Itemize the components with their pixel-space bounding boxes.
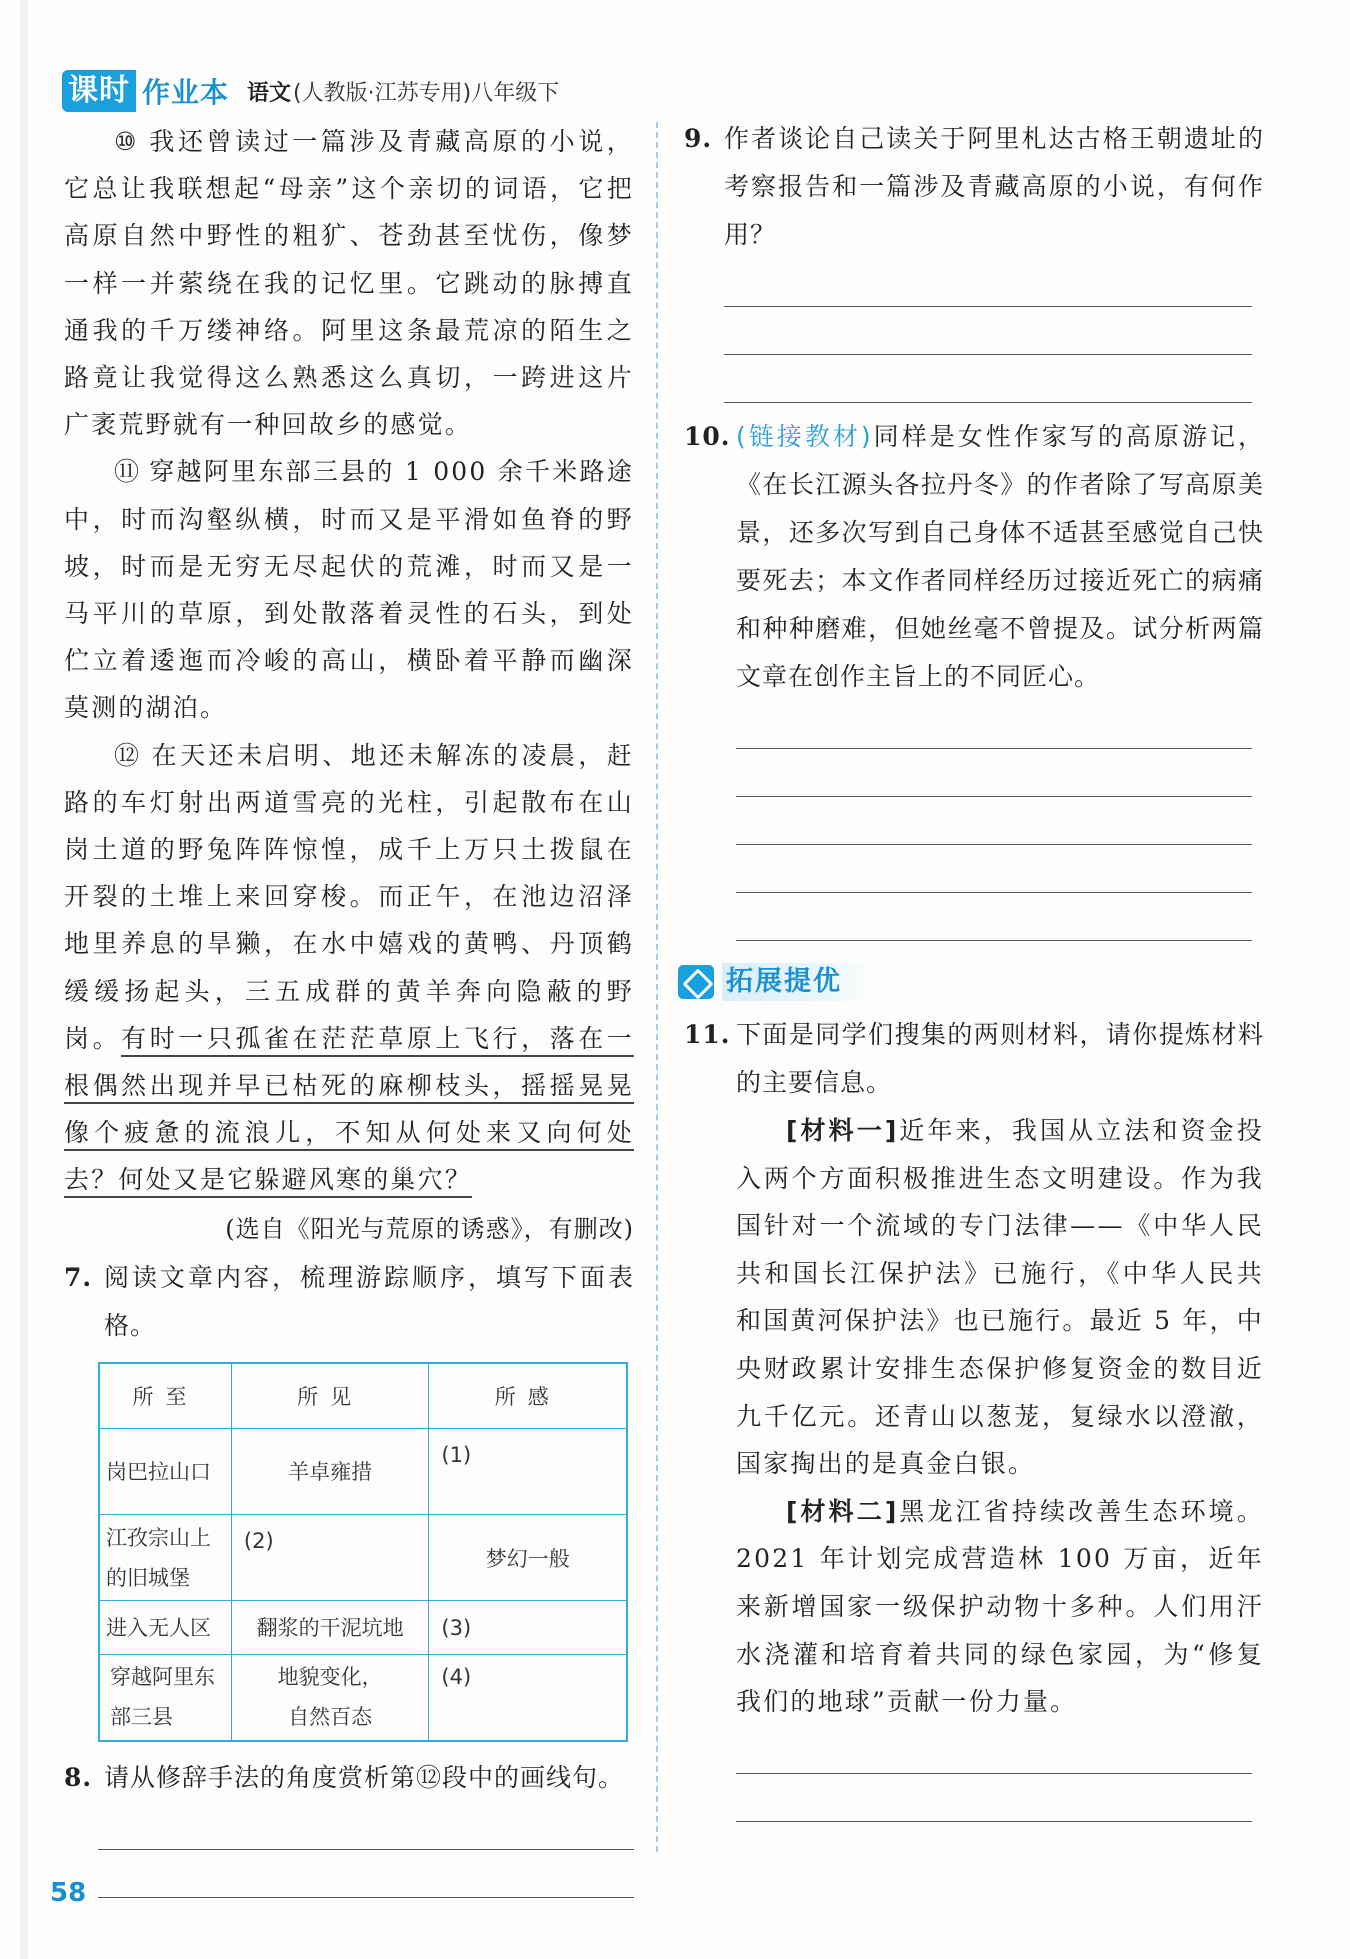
- textbook-link-tag: (链接教材): [736, 422, 872, 451]
- paragraph-text: 的车灯射出两道雪亮的光柱，引起散布在山岗: [64, 787, 634, 865]
- answer-line[interactable]: [98, 1850, 634, 1898]
- paragraph-text: 迤而冷峻的高山，横卧着平静而幽深莫测的湖泊。: [64, 646, 634, 723]
- page-edge-strip: [20, 0, 28, 1959]
- column-header: 所见: [231, 1363, 429, 1429]
- section-title: 拓展提优: [722, 963, 872, 1001]
- logo: [62, 70, 229, 112]
- column-header: 所至: [99, 1363, 231, 1429]
- paragraph-number: ⑪: [114, 457, 140, 487]
- answer-area-q9[interactable]: [724, 259, 1252, 403]
- paragraph-number: ⑫: [114, 740, 141, 770]
- paragraph-text: 我的千万缕神络。阿里这条最荒凉的陌生之路: [64, 315, 634, 393]
- section-banner: [678, 961, 1264, 1003]
- paragraph-text: 土道的野兔阵阵惊惶，成千上万只土拨鼠在开: [64, 835, 634, 912]
- question-9: [684, 115, 1264, 259]
- paragraph-text: 裂的土堆上来回穿梭。而正午，在池边沼泽地: [64, 882, 634, 959]
- cell-felt-blank[interactable]: (3): [429, 1601, 627, 1655]
- table-row: [99, 1655, 627, 1741]
- cell-seen: 地貌变化，自然百态: [231, 1655, 429, 1741]
- material-tag: [材料一]: [786, 1116, 899, 1145]
- paragraph-text: 竟让我觉得这么熟悉这么真切，一跨进这片广: [64, 363, 634, 440]
- answer-line[interactable]: [736, 749, 1252, 797]
- table-row: [99, 1601, 627, 1655]
- itinerary-table: [98, 1362, 628, 1742]
- answer-line[interactable]: [736, 1774, 1252, 1822]
- paragraph-text: 袤荒野就有一种回故乡的感觉。: [91, 410, 473, 440]
- question-number: 8.: [64, 1762, 93, 1792]
- underlined-text: 又是它躲避风寒的巢穴？: [172, 1165, 473, 1195]
- answer-area-q8[interactable]: [98, 1802, 634, 1898]
- table-header-row: [99, 1363, 627, 1429]
- question-number: 10.: [684, 422, 731, 451]
- cell-felt-blank[interactable]: (4): [429, 1655, 627, 1741]
- answer-line[interactable]: [724, 259, 1252, 307]
- answer-area-q10[interactable]: [736, 701, 1252, 941]
- paragraph-text: 高原自然中野性的粗犷、苍劲甚至忧伤，像梦一: [64, 221, 634, 298]
- cell-felt-blank[interactable]: (1): [429, 1429, 627, 1515]
- table-row: [99, 1429, 627, 1515]
- cell-place: 岗巴拉山口: [99, 1429, 231, 1515]
- answer-line[interactable]: [724, 307, 1252, 355]
- question-text: 阅读文章内容，梳理游踪顺序，填写下面表格。: [104, 1262, 634, 1340]
- paragraph-12: [64, 732, 634, 1204]
- question-text: 作者谈论自己读关于阿里札达古格王朝遗址的考察报告和一篇涉及青藏高原的小说，有何作用？: [724, 124, 1264, 249]
- cell-felt: 梦幻一般: [429, 1515, 627, 1601]
- table-row: [99, 1515, 627, 1601]
- header-edition: (人教版·江苏专用)八年级下: [293, 80, 560, 106]
- header-subject: 语文: [247, 80, 292, 106]
- paragraph-11: [64, 448, 634, 731]
- paragraph-text: 的草原，到处散落着灵性的石头，到处伫立着逶: [64, 599, 634, 676]
- question-number: 7.: [64, 1262, 93, 1292]
- question-7: [64, 1254, 634, 1350]
- left-column: [64, 118, 634, 1898]
- question-11: [684, 1011, 1264, 1107]
- answer-line[interactable]: [736, 797, 1252, 845]
- rocket-icon: [678, 965, 714, 999]
- underlined-text: 出现并早已枯死的麻柳枝头，摇摇晃晃像个疲: [64, 1071, 634, 1148]
- material-text: 黑龙江省持续改善生态环境。2021 年计划完成营造林 100 万亩，近年来新增国家一级保护动物十多种。人们用汗水浇灌和培育着共同的绿色家园，为“修复我们的地球”贡献一份力量。: [736, 1496, 1264, 1717]
- page-header: [62, 66, 559, 116]
- logo-zuoye: 作业本: [142, 76, 230, 109]
- column-header: 所感: [429, 1363, 627, 1429]
- answer-line[interactable]: [736, 893, 1252, 941]
- paragraph-text: 里养息的旱獭，在水中嬉戏的黄鸭、丹顶鹤缓缓: [64, 929, 634, 1006]
- answer-line[interactable]: [736, 1726, 1252, 1774]
- underlined-text: 有: [121, 1023, 150, 1053]
- underlined-sentence: [64, 1024, 634, 1199]
- paragraph-text: 样一并萦绕在我的记忆里。它跳动的脉搏直通: [64, 268, 634, 345]
- material-2: [736, 1488, 1264, 1726]
- article-source: (选自《阳光与荒原的诱惑》，有删改): [225, 1214, 634, 1243]
- paragraph-number: ⑩: [114, 127, 138, 156]
- page-number: 58: [50, 1878, 87, 1908]
- cell-seen: 羊卓雍措: [231, 1429, 429, 1515]
- question-body: [736, 413, 1264, 701]
- cell-place: 江孜宗山上的旧城堡: [99, 1515, 231, 1601]
- question-text: 下面是同学们搜集的两则材料，请你提炼材料的主要信息。: [736, 1020, 1264, 1097]
- paragraph-10: [64, 118, 634, 448]
- question-text: 请从修辞手法的角度赏析第⑫段中的画线句。: [104, 1762, 625, 1792]
- material-tag: [材料二]: [786, 1496, 899, 1526]
- answer-line[interactable]: [724, 355, 1252, 403]
- paragraph-text: 我还曾读过一篇涉及青藏高原的小说，: [149, 127, 634, 156]
- column-divider: [656, 122, 658, 1852]
- question-10: [684, 413, 1264, 701]
- underlined-text: 惫的流浪儿，不知从何处来又向何处去？何处: [64, 1118, 634, 1195]
- question-number: 11.: [684, 1020, 731, 1049]
- cell-seen: 翻浆的干泥坑地: [231, 1601, 429, 1655]
- answer-line[interactable]: [736, 845, 1252, 893]
- answer-area-q11[interactable]: [736, 1726, 1252, 1822]
- paragraph-text: 在天还未启明、地还未解冻的凌晨，赶路: [64, 740, 634, 817]
- cell-place: 进入无人区: [99, 1601, 231, 1655]
- paragraph-text: 穿越阿里东部三县的 1 000 余千米路途: [149, 457, 634, 487]
- question-number: 9.: [684, 124, 713, 153]
- question-text: 同样是女性作家写的高原游记，《在长江源头各拉丹冬》的作者除了写高原美景，还多次写到自己身体不适甚至感觉自己快要死去；本文作者同样经历过接近死亡的病痛和种种磨难，但她丝毫不曾提及。试分析两篇文章在创作主旨上的不同匠心。: [736, 422, 1264, 691]
- material-1: [736, 1107, 1264, 1488]
- cell-place: 穿越阿里东部三县: [99, 1655, 231, 1741]
- paragraph-text: 时而是无穷无尽起伏的荒滩，时而又是一马平川: [64, 551, 634, 629]
- right-column: [684, 118, 1264, 1822]
- underlined-text: 时一只孤雀在茫茫草原上飞行，落在一根偶然: [64, 1023, 635, 1101]
- paragraph-text: 扬起头，三五成群的黄羊奔向隐蔽的野岗。: [64, 976, 634, 1053]
- answer-line[interactable]: [736, 701, 1252, 749]
- question-8: [64, 1754, 634, 1802]
- paragraph-text: 中，时而沟壑纵横，时而又是平滑如鱼脊的野坡，: [64, 504, 634, 581]
- material-text: 近年来，我国从立法和资金投入两个方面积极推进生态文明建设。作为我国针对一个流域的专门法律——《中华人民共和国长江保护法》已施行，《中华人民共和国黄河保护法》也已施行。最近 5 年，中央财政累计安排生态保护修复资金的数目近九千亿元。还青山以葱茏，复绿水以澄澈，国家掏出的是真金白银。: [736, 1116, 1265, 1479]
- logo-ke: 课时: [62, 70, 136, 112]
- cell-seen-blank[interactable]: (2): [231, 1515, 429, 1601]
- paragraph-text: 它总让我联想起“母亲”这个亲切的词语，它把: [64, 174, 634, 204]
- answer-line[interactable]: [98, 1802, 634, 1850]
- materials: [736, 1107, 1264, 1726]
